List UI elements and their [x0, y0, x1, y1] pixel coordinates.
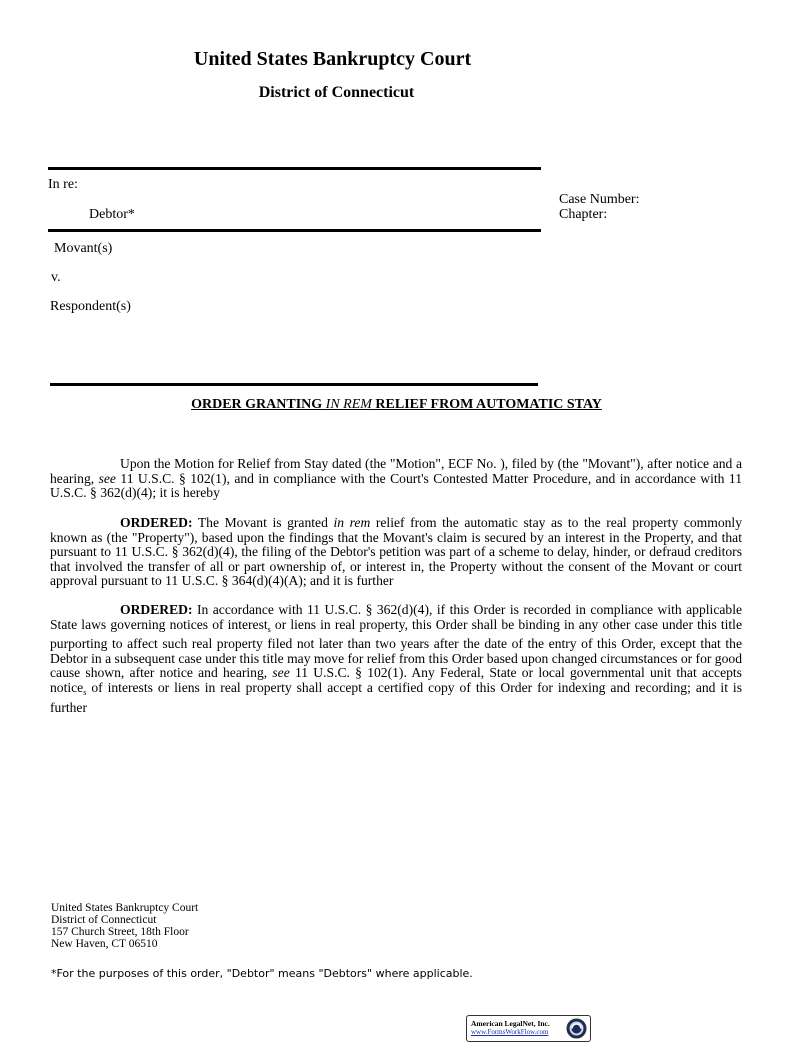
- case-number-label: Case Number:: [559, 192, 640, 207]
- ordered-label: ORDERED:: [120, 602, 193, 617]
- address-line: United States Bankruptcy Court: [51, 902, 199, 914]
- caption-middle-rule: [48, 229, 541, 232]
- order-title: [0, 397, 793, 413]
- district-name: District of Connecticut: [258, 84, 415, 101]
- logo-company-name: American LegalNet, Inc.: [471, 1019, 550, 1028]
- ordered-paragraph-2: ORDERED: In accordance with 11 U.S.C. § 362(d)(4), if this Order is recorded in compliance with applicable State laws governing notices of interest$_s$ or liens in real property, this Order shall be binding in any other case under this title purporting to affect such real property filed not later than two years after the date of the entry of this Order, except that the Debtor in a subsequent case under this title may move for relief from this Order based upon changed circumstances or for good cause shown, after notice and hearing, see 11 U.S.C. § 102(1). Any Federal, State or local governmental unit that accepts notice$_s$ of interests or liens in real property shall accept a certified copy of this Order for indexing and recording; and it is further: [50, 602, 742, 715]
- address-line: District of Connecticut: [51, 914, 157, 926]
- court-title: United States Bankruptcy Court: [193, 48, 472, 70]
- ordered-label: ORDERED:: [120, 515, 193, 530]
- ordered-paragraph-1: ORDERED: The Movant is granted in rem relief from the automatic stay as to the real property commonly known as (the "Property"), based upon the findings that the Movant's claim is secured by an interest in the Property, and that pursuant to 11 U.S.C. § 362(d)(4), the filing of the Debtor's petition was part of a scheme to delay, hinder, or defraud creditors that involved the transfer of all or part ownership of, or interest in, the Property without the consent of the Movant or court approval pursuant to 11 U.S.C. § 364(d)(4)(A); and it is further: [50, 515, 742, 589]
- order-title-suffix: RELIEF FROM AUTOMATIC STAY: [375, 397, 602, 412]
- logo-url-link[interactable]: www.FormsWorkFlow.com: [471, 1028, 549, 1036]
- order-title-prefix: ORDER GRANTING: [191, 397, 323, 412]
- debtor-footnote: *For the purposes of this order, "Debtor" means "Debtors" where applicable.: [51, 967, 473, 980]
- address-line: 157 Church Street, 18th Floor: [51, 926, 189, 938]
- movant-label: Movant(s): [54, 241, 113, 256]
- chapter-label: Chapter:: [559, 207, 608, 222]
- debtor-label: Debtor*: [89, 207, 135, 222]
- recital-paragraph: Upon the Motion for Relief from Stay dated (the "Motion", ECF No. ), filed by (the "Movant"), after notice and a hearing, see 11 U.S.C. § 102(1), and in compliance with the Court's Contested Matter Procedure, and in accordance with 11 U.S.C. § 362(d)(4); it is hereby: [50, 456, 742, 501]
- in-re-label: In re:: [48, 177, 78, 192]
- legalnet-logo-box[interactable]: [466, 1015, 591, 1042]
- globe-icon: [566, 1018, 587, 1039]
- caption-bottom-rule: [50, 383, 538, 386]
- court-address: [51, 902, 198, 950]
- address-line: New Haven, CT 06510: [51, 938, 158, 950]
- versus-label: v.: [51, 270, 61, 285]
- respondent-label: Respondent(s): [50, 299, 131, 314]
- caption-top-rule: [48, 167, 541, 170]
- order-title-in-rem: IN REM: [325, 397, 372, 412]
